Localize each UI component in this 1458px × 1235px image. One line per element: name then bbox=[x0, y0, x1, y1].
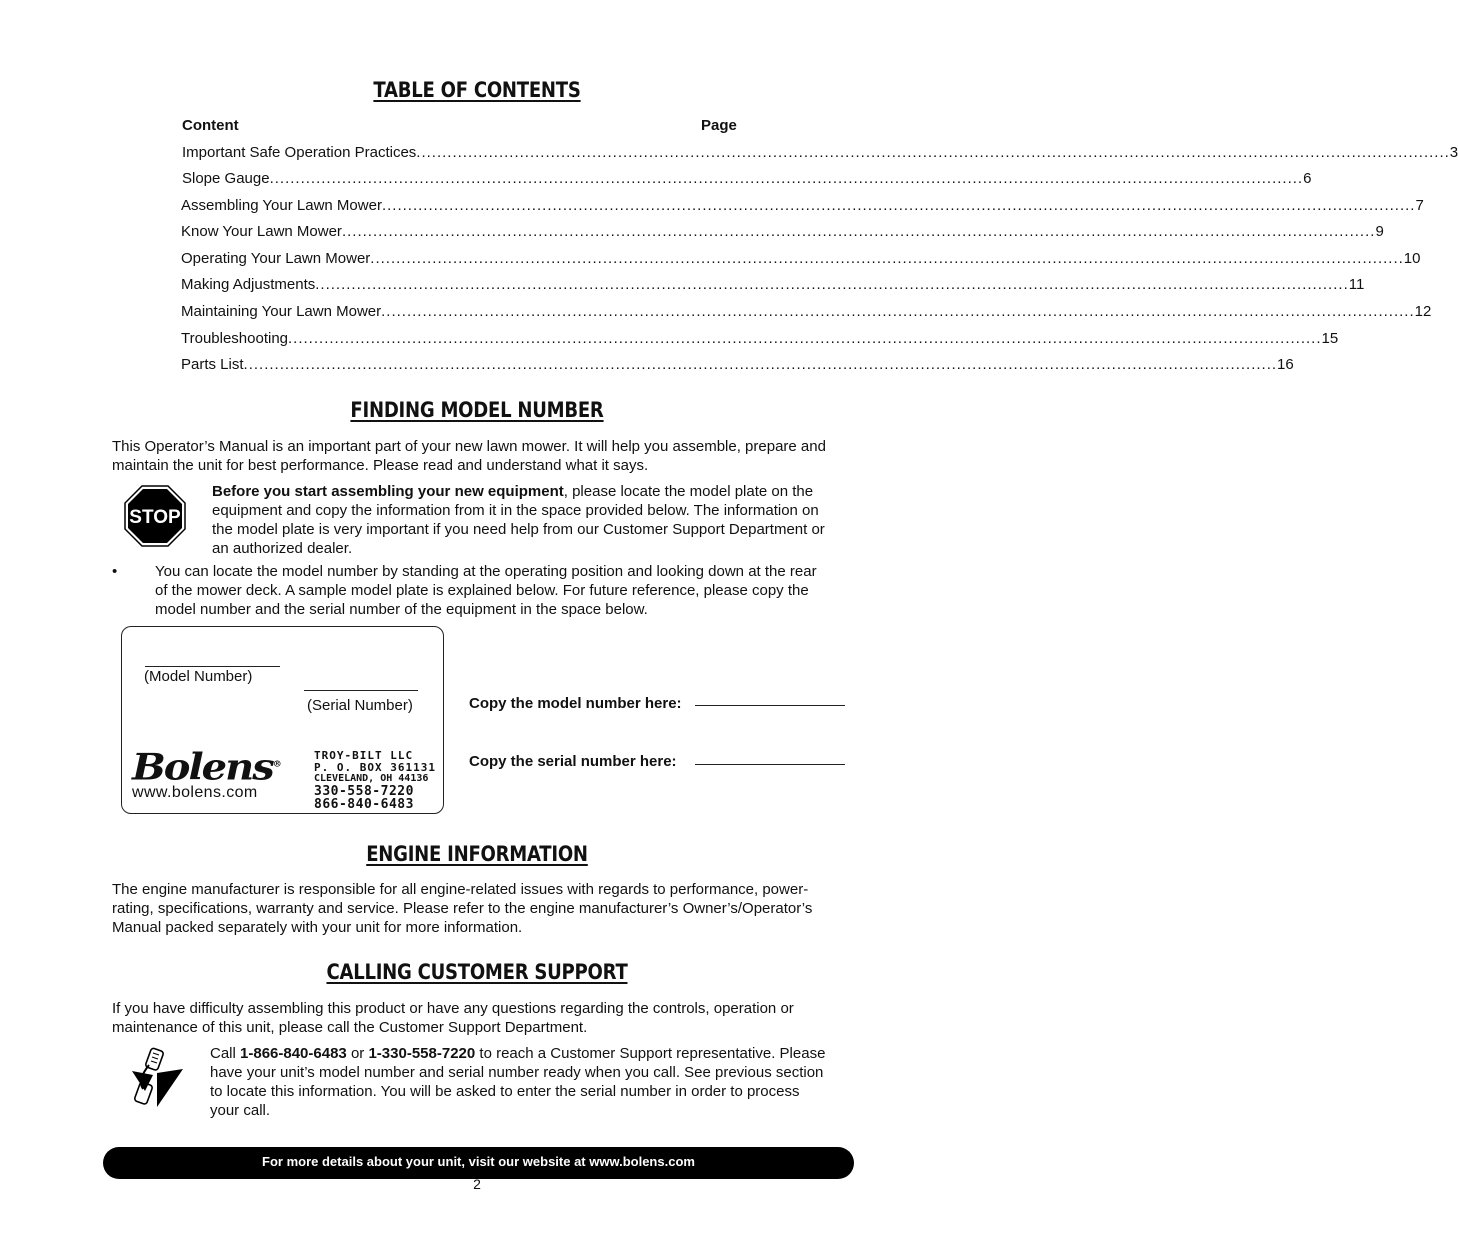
stop-notice bbox=[212, 482, 852, 558]
bullet-marker: • bbox=[112, 563, 118, 580]
support-call-line: your call. bbox=[210, 1102, 271, 1119]
toc-entry-title: Maintaining Your Lawn Mower bbox=[181, 303, 382, 320]
toc-entry[interactable] bbox=[181, 276, 1365, 296]
stop-notice-line: an authorized dealer. bbox=[212, 540, 353, 557]
phone-icon bbox=[127, 1045, 185, 1111]
toc-entry[interactable] bbox=[181, 303, 1432, 323]
bullet-line: model number and the serial number of the equipment in the space below. bbox=[155, 601, 648, 618]
support-phone-tollfree[interactable]: 1-866-840-6483 bbox=[240, 1045, 347, 1062]
toc-entry[interactable] bbox=[181, 223, 1384, 243]
model-number-line bbox=[145, 666, 280, 667]
plate-website: www.bolens.com bbox=[132, 784, 258, 801]
plate-phone: 866-840-6483 bbox=[314, 797, 414, 812]
website-banner[interactable]: For more details about your unit, visit our website at www.bolens.com bbox=[103, 1147, 854, 1179]
engine-text bbox=[112, 880, 852, 937]
support-phone-local[interactable]: 1-330-558-7220 bbox=[368, 1045, 476, 1062]
support-intro-line: If you have difficulty assembling this product or have any questions regarding the controls, operation or bbox=[112, 1000, 794, 1017]
bolens-logo bbox=[132, 746, 282, 788]
toc-dot-leader: ........................................................................................................................................................................................................ bbox=[381, 197, 1416, 214]
registered-mark: ® bbox=[272, 760, 282, 770]
support-call-word: Call bbox=[210, 1045, 241, 1062]
stop-notice-line: the model plate is very important if you need help from our Customer Support Department or bbox=[212, 521, 825, 538]
serial-number-caption: (Serial Number) bbox=[307, 697, 413, 714]
copy-model-line[interactable] bbox=[695, 705, 845, 706]
toc-entry-page: 6 bbox=[1303, 170, 1312, 187]
bullet-text bbox=[155, 562, 855, 619]
page-number: 2 bbox=[473, 1176, 481, 1192]
toc-entry[interactable] bbox=[182, 170, 1312, 190]
support-call-line: to reach a Customer Support representative. Please bbox=[475, 1045, 826, 1062]
plate-company: TROY-BILT LLC bbox=[314, 749, 414, 762]
engine-heading: ENGINE INFORMATION bbox=[366, 842, 588, 866]
toc-entry-title: Know Your Lawn Mower bbox=[181, 223, 342, 240]
engine-line: rating, specifications, warranty and service. Please refer to the engine manufacturer’s Owner’s/Operator’s bbox=[112, 900, 813, 917]
stop-notice-line: , please locate the model plate on the bbox=[563, 483, 814, 500]
toc-dot-leader: ........................................................................................................................................................................................................ bbox=[416, 144, 1450, 161]
toc-entry-title: Assembling Your Lawn Mower bbox=[181, 197, 382, 214]
toc-entry-page: 10 bbox=[1403, 250, 1421, 267]
toc-dot-leader: ........................................................................................................................................................................................................ bbox=[288, 330, 1322, 347]
stop-notice-bold: Before you start assembling your new equipment bbox=[212, 483, 564, 500]
toc-entry-page: 15 bbox=[1321, 330, 1339, 347]
toc-dot-leader: ........................................................................................................................................................................................................ bbox=[381, 303, 1415, 320]
support-call-text bbox=[210, 1044, 850, 1120]
plate-city: CLEVELAND, OH 44136 bbox=[314, 773, 429, 784]
engine-line: Manual packed separately with your unit for more information. bbox=[112, 919, 523, 936]
toc-content-column-header: Content bbox=[182, 117, 239, 134]
toc-entry-page: 9 bbox=[1375, 223, 1384, 240]
toc-entry-title: Making Adjustments bbox=[181, 276, 316, 293]
toc-dot-leader: ........................................................................................................................................................................................................ bbox=[341, 223, 1376, 240]
support-call-line: have your unit’s model number and serial number ready when you call. See previous section bbox=[210, 1064, 824, 1081]
stop-sign-icon bbox=[124, 485, 186, 547]
toc-heading: TABLE OF CONTENTS bbox=[373, 78, 581, 102]
support-call-line: to locate this information. You will be asked to enter the serial number in order to process bbox=[210, 1083, 800, 1100]
toc-entry[interactable] bbox=[181, 250, 1421, 270]
toc-entry-title: Slope Gauge bbox=[182, 170, 270, 187]
toc-page-column-header: Page bbox=[701, 117, 737, 134]
toc-entry-page: 7 bbox=[1415, 197, 1424, 214]
plate-phone: 330-558-7220 bbox=[314, 784, 414, 799]
toc-entry[interactable] bbox=[182, 144, 1458, 164]
toc-entry[interactable] bbox=[181, 330, 1339, 350]
toc-entry-title: Important Safe Operation Practices bbox=[182, 144, 417, 161]
toc-entry-page: 16 bbox=[1277, 356, 1294, 373]
stop-sign-label: STOP bbox=[129, 507, 181, 528]
toc-entry-title: Troubleshooting bbox=[181, 330, 289, 347]
model-intro-line: maintain the unit for best performance. Please read and understand what it says. bbox=[112, 457, 649, 474]
bullet-line: You can locate the model number by standing at the operating position and looking down at the rear bbox=[155, 563, 817, 580]
support-or-word: or bbox=[346, 1045, 369, 1062]
copy-model-label: Copy the model number here: bbox=[469, 695, 682, 712]
serial-number-line bbox=[304, 690, 418, 691]
model-intro bbox=[112, 437, 852, 475]
toc-dot-leader: ........................................................................................................................................................................................................ bbox=[269, 170, 1304, 187]
engine-line: The engine manufacturer is responsible for all engine-related issues with regards to performance, power- bbox=[112, 881, 809, 898]
support-intro bbox=[112, 999, 852, 1037]
toc-entry[interactable] bbox=[181, 197, 1424, 217]
toc-entry-page: 3 bbox=[1449, 144, 1458, 161]
model-number-caption: (Model Number) bbox=[144, 668, 253, 685]
brand-name: Bolens bbox=[132, 746, 273, 789]
toc-entry-title: Operating Your Lawn Mower bbox=[181, 250, 371, 267]
toc-entry-title: Parts List bbox=[181, 356, 244, 373]
support-intro-line: maintenance of this unit, please call the Customer Support Department. bbox=[112, 1019, 588, 1036]
stop-notice-line: equipment and copy the information from it in the space provided below. The information on bbox=[212, 502, 819, 519]
toc-dot-leader: ........................................................................................................................................................................................................ bbox=[315, 276, 1349, 293]
toc-entry[interactable] bbox=[181, 356, 1294, 376]
copy-serial-line[interactable] bbox=[695, 764, 845, 765]
model-intro-line: This Operator’s Manual is an important part of your new lawn mower. It will help you assemble, prepare and bbox=[112, 438, 826, 455]
copy-serial-label: Copy the serial number here: bbox=[469, 753, 677, 770]
model-heading: FINDING MODEL NUMBER bbox=[350, 398, 604, 422]
toc-dot-leader: ........................................................................................................................................................................................................ bbox=[243, 356, 1278, 373]
plate-po-box: P. O. BOX 361131 bbox=[314, 761, 436, 774]
toc-entry-page: 12 bbox=[1414, 303, 1432, 320]
support-heading: CALLING CUSTOMER SUPPORT bbox=[326, 960, 628, 984]
toc-dot-leader: ........................................................................................................................................................................................................ bbox=[370, 250, 1404, 267]
toc-entry-page: 11 bbox=[1348, 276, 1365, 293]
bullet-line: of the mower deck. A sample model plate is explained below. For future reference, please copy the bbox=[155, 582, 809, 599]
